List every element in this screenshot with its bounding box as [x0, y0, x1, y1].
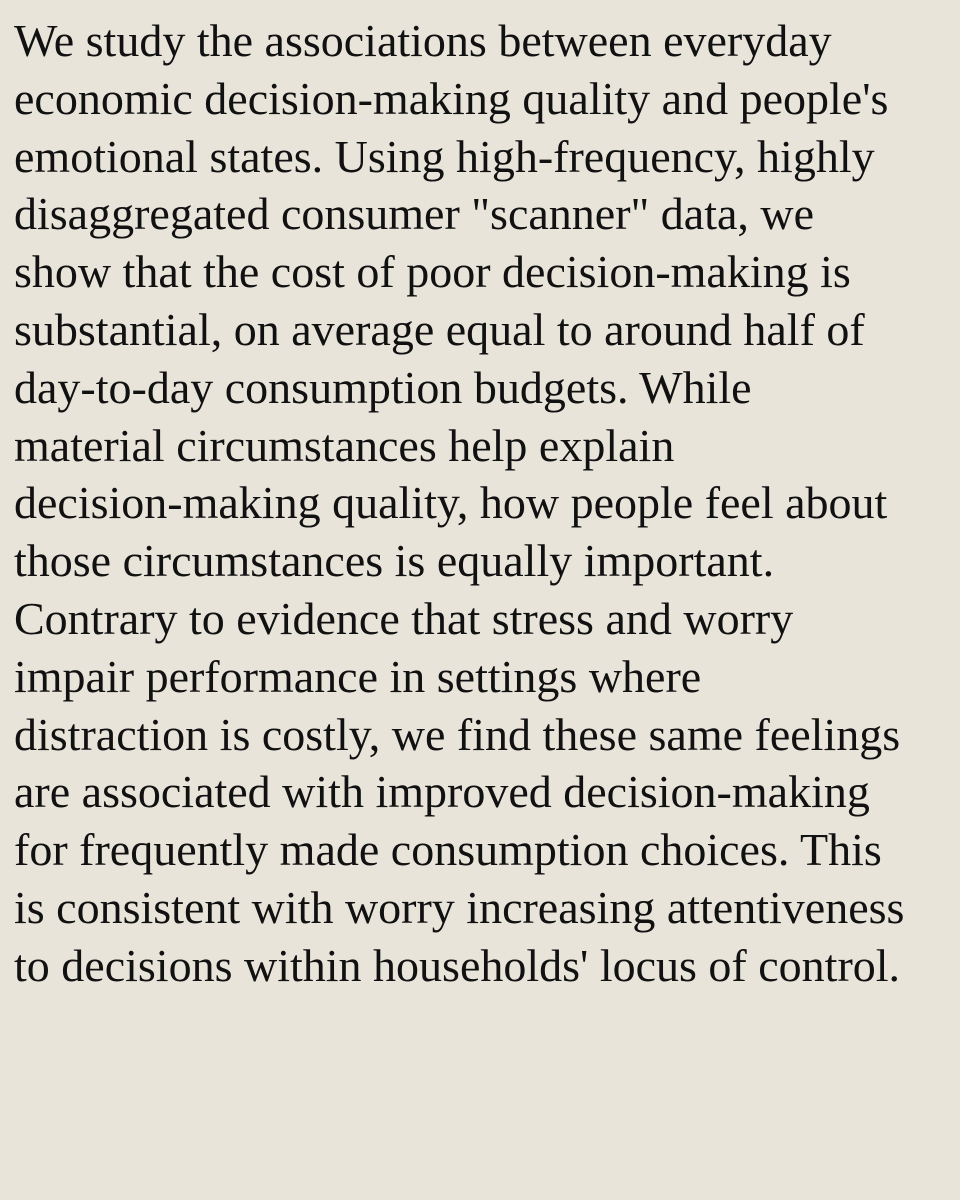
abstract-line: material circumstances help explain — [14, 419, 675, 471]
abstract-line: for frequently made consumption choices. This — [14, 824, 882, 876]
abstract-line: impair performance in settings where — [14, 650, 702, 702]
abstract-line: those circumstances is equally important. — [14, 535, 775, 587]
abstract-line: We study the associations between everyday — [14, 15, 832, 66]
abstract-line: day-to-day consumption budgets. While — [14, 361, 752, 413]
abstract-line: economic decision-making quality and people's — [14, 72, 889, 124]
abstract-line: distraction is costly, we find these same feelings — [14, 708, 901, 760]
abstract-line: Contrary to evidence that stress and worry — [14, 592, 794, 644]
abstract-line: are associated with improved decision-making — [14, 766, 870, 818]
abstract-line: to decisions within households' locus of control. — [14, 939, 901, 991]
abstract-line: show that the cost of poor decision-making is — [14, 246, 851, 298]
abstract-line: is consistent with worry increasing attentiveness — [14, 881, 905, 933]
abstract-text — [14, 12, 946, 995]
abstract-line: emotional states. Using high-frequency, highly — [14, 130, 875, 182]
abstract-line: disaggregated consumer "scanner" data, we — [14, 188, 815, 240]
abstract-line: decision-making quality, how people feel about — [14, 477, 888, 529]
abstract-line: substantial, on average equal to around half of — [14, 303, 865, 355]
